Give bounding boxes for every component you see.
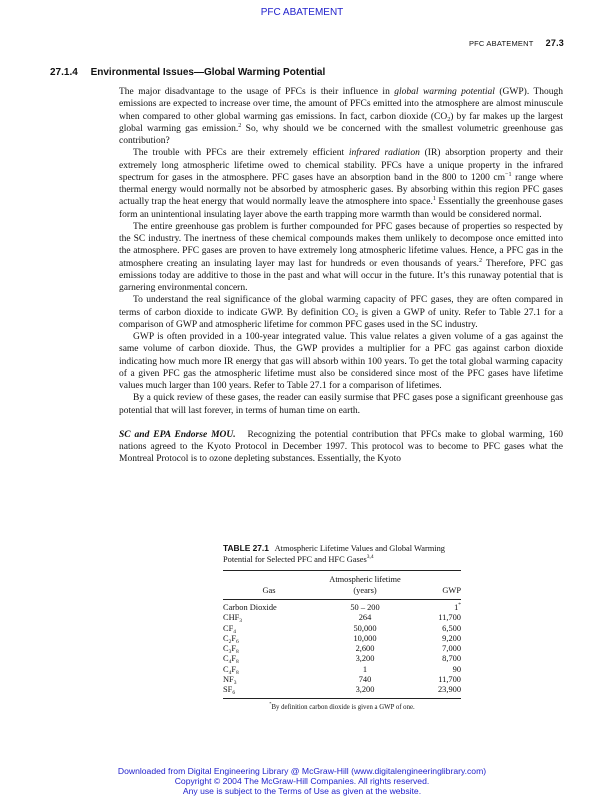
table-caption [223, 543, 461, 565]
footnote-mark: * [269, 700, 272, 706]
cell-gas: $C_4F_8$ [223, 654, 239, 666]
cell-gwp [415, 624, 461, 634]
runin-heading: SC and EPA Endorse MOU. [119, 429, 236, 440]
cell-gas: Carbon Dioxide [223, 603, 277, 612]
page-number: 27.3 [545, 38, 564, 48]
top-banner: PFC ABATEMENT [260, 7, 344, 18]
table-label: TABLE 27.1 [223, 543, 269, 553]
cell-gas: $C_4F_8$ [223, 664, 239, 676]
cell-gas: $NF_3$ [223, 675, 237, 687]
cell-lifetime: 3,200 [355, 685, 375, 695]
runin-paragraph [119, 429, 563, 466]
cell-gas: $CHF_3$ [223, 613, 243, 625]
cell-gwp [415, 603, 461, 613]
table-row [223, 654, 461, 664]
section-heading [50, 67, 325, 78]
table-body [223, 603, 461, 696]
gwp-value: 11,700 [438, 675, 461, 685]
paragraph: To understand the real significance of the global warming capacity of PFC gases, they are often compared in terms of carbon dioxide to indicate GWP. By definition $CO_2$ is given a GWP of unity. Refer to Table 27.1 for a comparison of GWP and atmospheric lifetime for common PFC gases used in the SC industry. [119, 295, 563, 330]
table-row [223, 634, 461, 644]
header-gwp: GWP [442, 585, 461, 595]
table-caption-text: Atmospheric Lifetime Values and Global Warming Potential for Selected PFC and HFC Gases [223, 544, 445, 564]
header-lifetime-line2: (years) [353, 585, 377, 595]
footnote-text: By definition carbon dioxide is given a GWP of one. [271, 703, 415, 711]
table-row [223, 613, 461, 623]
cell-lifetime: 3,200 [355, 654, 375, 664]
runin-text: Recognizing the potential contribution that PFCs make to global warming, 160 nations agreed to the Kyoto Protocol in December 1997. This protocol was to become to PFC gases what the Montreal Protocol is to ozone depleting substances. Essentially, the Kyoto [119, 429, 564, 465]
cell-lifetime: 50,000 [353, 623, 377, 633]
cell-lifetime: 2,600 [355, 644, 375, 654]
cell-gas: $C_3F_8$ [223, 644, 239, 656]
footer-terms: Any use is subject to the Terms of Use as given at the website. [182, 786, 422, 797]
table-row [223, 603, 461, 613]
gwp-note: * [458, 602, 461, 608]
cell-gas: $SF_6$ [223, 685, 236, 697]
table-row [223, 675, 461, 685]
gwp-value: 6,500 [442, 623, 461, 633]
cell-gas: $CF_4$ [223, 623, 236, 635]
cell-gwp [415, 634, 461, 644]
paragraph: The entire greenhouse gas problem is further compounded for PFC gases because of properties so respected by the SC industry. The inertness of these chemical compounds makes them unlikely to decompose once emitted into the atmosphere. PFC gases are proven to have extremely long atmospheric lifetime values. Hence, a PFC gas in the atmosphere creating an insulating layer may last for hundreds or even thousands of years.$^2$ Therefore, PFC gas emissions today are additive to those in the past and what will occur in the future. It’s this runaway potential that is garnering environmental concern. [119, 221, 563, 293]
section-title: Environmental Issues—Global Warming Potential [90, 67, 326, 78]
caption-refs: 3,4 [366, 554, 374, 560]
cell-gwp [415, 665, 461, 675]
cell-gas: $C_2F_6$ [223, 633, 239, 645]
table-row [223, 685, 461, 695]
paragraph: By a quick review of these gases, the reader can easily surmise that PFC gases pose a significant greenhouse gas potential that will last forever, in terms of human time on earth. [119, 393, 563, 416]
cell-lifetime: 50 – 200 [350, 603, 380, 612]
gwp-value: 9,200 [442, 633, 461, 643]
gwp-value: 1 [454, 603, 459, 612]
header-lifetime-line1: Atmospheric lifetime [329, 575, 401, 584]
footer [0, 766, 604, 797]
cell-gwp [415, 654, 461, 664]
table-rule-bottom [223, 698, 461, 699]
footer-copyright: Copyright © 2004 The McGraw-Hill Companies. All rights reserved. [174, 776, 430, 787]
gwp-value: 8,700 [442, 654, 461, 664]
footer-download-link[interactable]: Downloaded from Digital Engineering Library @ McGraw-Hill (www.digitalengineeringlibrary.com) [117, 766, 487, 776]
gwp-value: 90 [452, 664, 461, 674]
paragraph: The trouble with PFCs are their extremely efficient infrared radiation (IR) absorption property and their extremely long atmospheric lifetime owed to chemical stability. PFCs have a unique property in the infrared spectrum for gases in the atmosphere. PFC gases have an absorption band in the 800 to 1200 $cm^{-1}$ range where thermal energy would normally not be absorbed by atmospheric gases. By absorbing within this region PFC gases actually trap the heat energy that would normally leave the atmosphere into space.$^1$ Essentially the greenhouse gases form an unintentional insulating layer above the earth trapping more warmth than would be considered normal. [119, 148, 564, 220]
body-text [119, 86, 563, 466]
cell-gwp [415, 613, 461, 623]
section-number: 27.1.4 [50, 67, 78, 78]
table-footnote [223, 700, 461, 711]
data-table [223, 571, 461, 696]
cell-lifetime: 10,000 [353, 633, 377, 643]
gwp-value: 23,900 [437, 685, 461, 695]
cell-gwp [415, 685, 461, 695]
paragraph: The major disadvantage to the usage of PFCs is their influence in global warming potential (GWP). Though emissions are expected to increase over time, the amount of PFCs emitted into the atmosphere are almost minuscule when compared to other global warming gas emissions. In fact, carbon dioxide $(CO_2)$ by far makes up the largest global warming gas emission.$^2$ So, why should we be concerned with the smallest volumetric greenhouse gas contribution? [119, 87, 563, 146]
gwp-value: 11,700 [438, 613, 461, 623]
paragraph: GWP is often provided in a 100-year integrated value. This value relates a given volume of a gas against the same volume of carbon dioxide. Thus, the GWP provides a multiplier for a PFC gas against carbon dioxide indicating how much more IR energy that gas will absorb within 100 years. To get the total global warming capacity of a given PFC gas the atmospheric lifetime must also be considered since most of the PFC gases have lifetime values much larger than 100 years. Refer to Table 27.1 for a comparison of lifetimes. [119, 332, 563, 391]
table-row [223, 644, 461, 654]
running-head-title: PFC ABATEMENT [468, 39, 534, 48]
running-head [469, 38, 564, 48]
table-27-1 [223, 543, 461, 711]
header-gas: Gas [262, 585, 276, 595]
cell-lifetime: 740 [358, 675, 372, 685]
table-row [223, 665, 461, 675]
gwp-value: 7,000 [442, 644, 461, 654]
cell-gwp [415, 644, 461, 654]
cell-lifetime: 1 [362, 664, 368, 674]
cell-gwp [415, 675, 461, 685]
table-row [223, 624, 461, 634]
cell-lifetime: 264 [358, 613, 372, 623]
